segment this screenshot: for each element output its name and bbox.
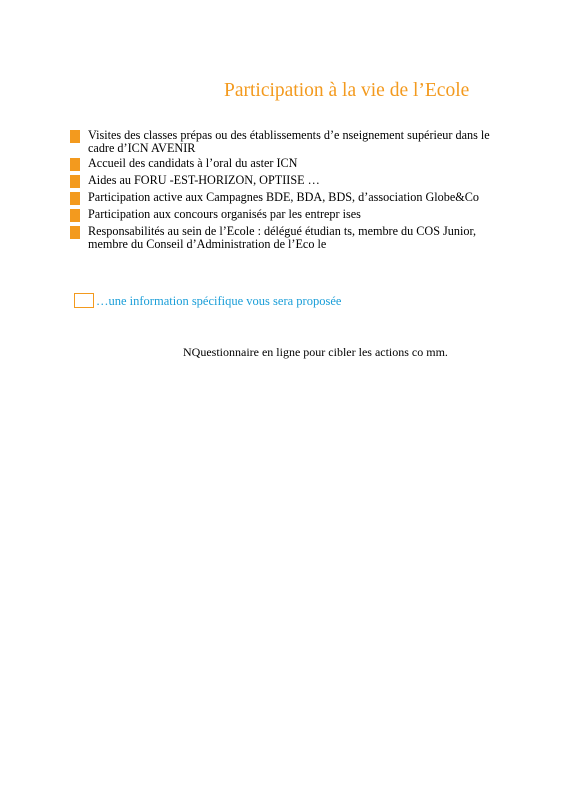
list-item (70, 225, 500, 250)
list-item (70, 129, 500, 154)
orange-square-bullet-icon (70, 209, 80, 222)
orange-square-bullet-icon (70, 226, 80, 239)
orange-square-bullet-icon (70, 192, 80, 205)
orange-square-bullet-icon (70, 175, 80, 188)
questionnaire-note: NQuestionnaire en ligne pour cibler les actions co mm. (183, 345, 448, 359)
activities-list (70, 129, 500, 253)
list-item (70, 208, 500, 222)
orange-square-bullet-icon (70, 130, 80, 143)
info-line (74, 293, 341, 308)
list-item-text: Aides au FORU -EST-HORIZON, OPTIISE … (88, 173, 320, 187)
list-item (70, 174, 500, 188)
list-item (70, 157, 500, 171)
list-item (70, 191, 500, 205)
list-item-text: Visites des classes prépas ou des établissements d’e nseignement supérieur dans le cadre d’ICN AVENIR (88, 128, 490, 155)
list-item-text: Responsabilités au sein de l’Ecole : délégué étudian ts, membre du COS Junior, membre du Conseil d’Administration de l’Eco le (88, 224, 477, 251)
list-item-text: Participation active aux Campagnes BDE, BDA, BDS, d’association Globe&Co (88, 190, 479, 204)
list-item-text: Accueil des candidats à l’oral du aster ICN (88, 156, 298, 170)
page-title: Participation à la vie de l’Ecole (224, 80, 470, 101)
list-item-text: Participation aux concours organisés par les entrepr ises (88, 207, 361, 221)
orange-square-bullet-icon (70, 158, 80, 171)
info-text: …une information spécifique vous sera proposée (96, 294, 342, 308)
empty-checkbox-icon (74, 293, 94, 308)
